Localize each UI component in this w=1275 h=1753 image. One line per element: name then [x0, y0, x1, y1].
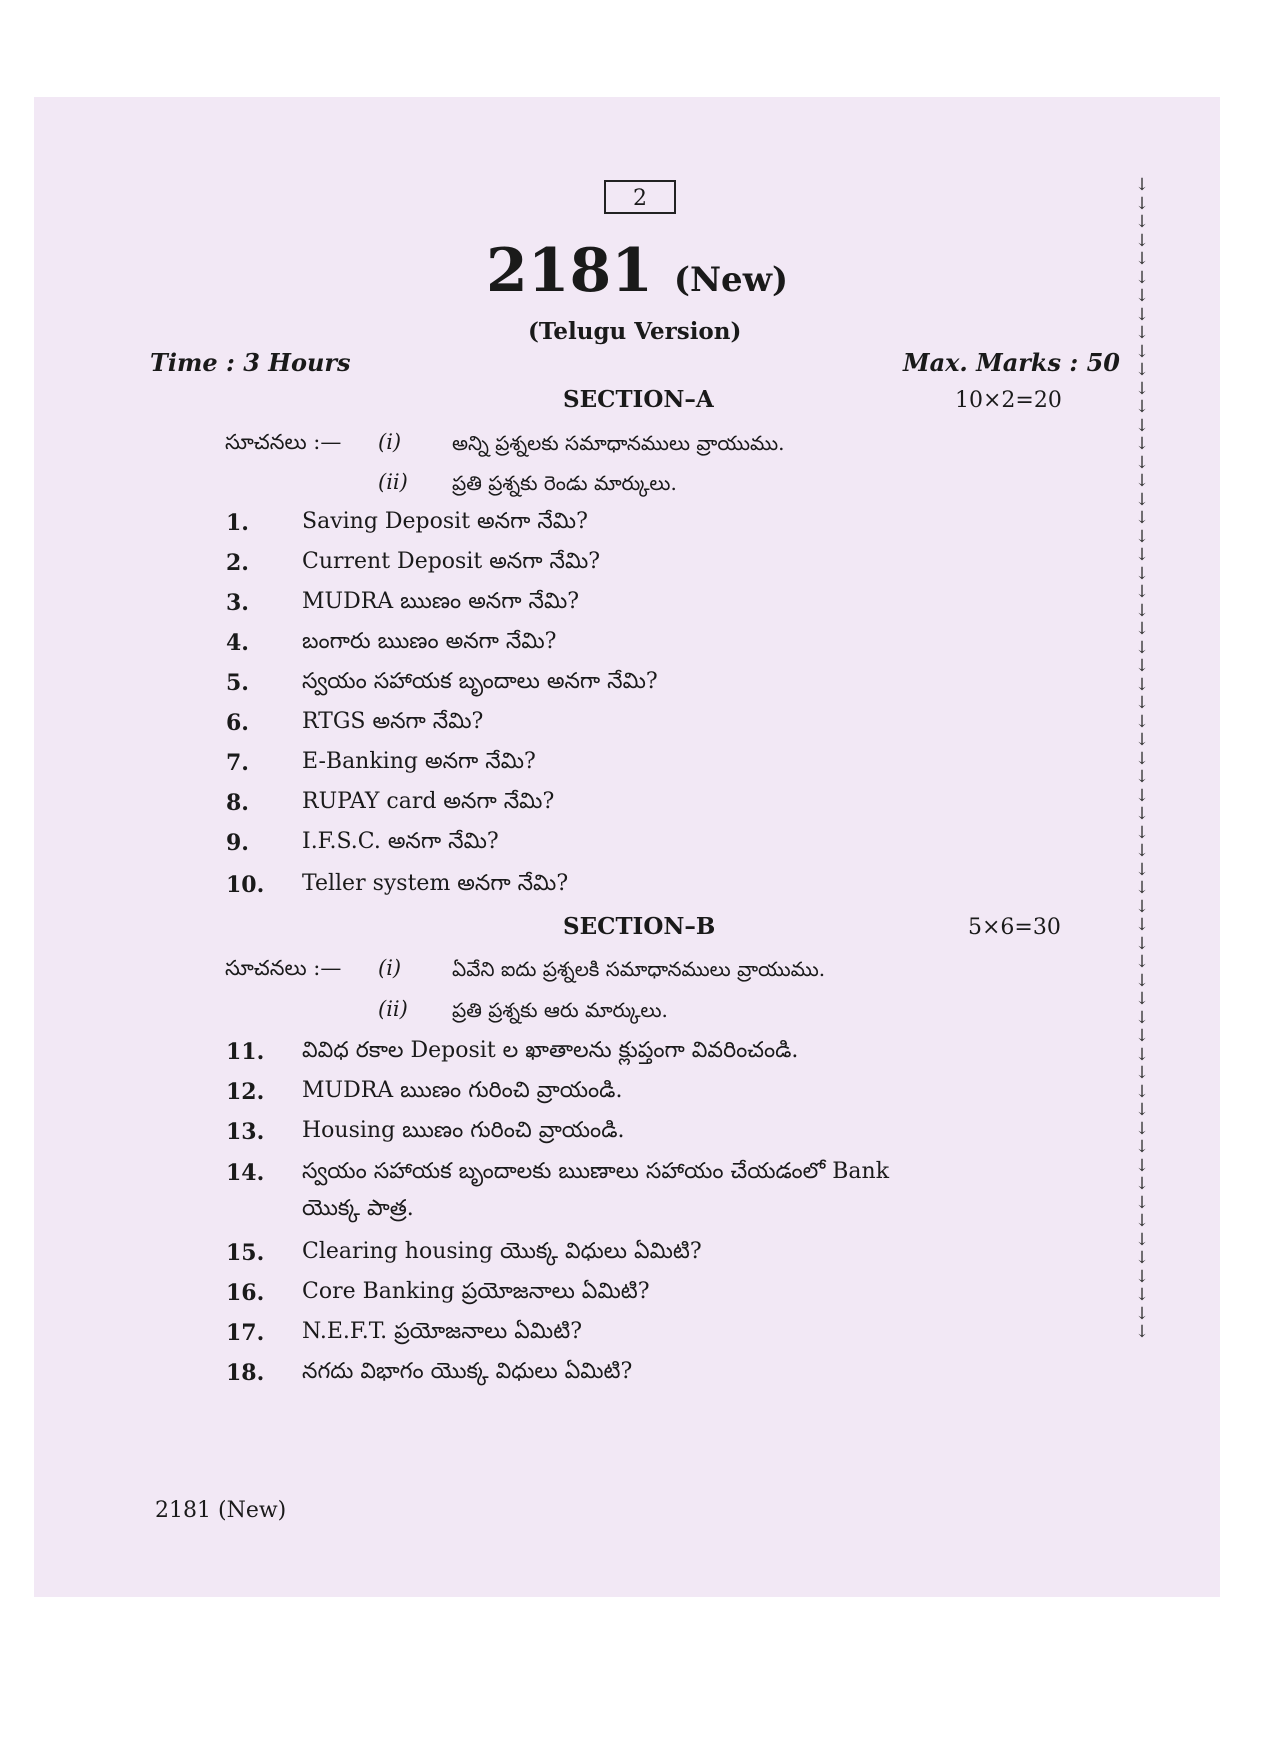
question-number: 9.	[226, 830, 249, 856]
question-text: నగదు విభాగం యొక్క విధులు ఏమిటి?	[302, 1359, 633, 1384]
paper-code	[486, 236, 788, 306]
question-number: 4.	[226, 630, 249, 656]
section-b-note-num: (ii)	[378, 997, 408, 1021]
section-a-note-num: (ii)	[378, 470, 408, 494]
question-number: 11.	[226, 1039, 265, 1065]
max-marks-label: Max. Marks : 50	[903, 348, 1121, 377]
question-text: MUDRA ఋణం గురించి వ్రాయండి.	[302, 1078, 623, 1103]
question-number: 16.	[226, 1280, 265, 1306]
question-number: 17.	[226, 1320, 265, 1346]
question-number: 18.	[226, 1360, 265, 1386]
question-number: 5.	[226, 670, 249, 696]
question-text: Clearing housing యొక్క విధులు ఏమిటి?	[302, 1239, 702, 1264]
time-label: Time : 3 Hours	[150, 348, 351, 377]
question-number: 12.	[226, 1079, 265, 1105]
margin-cut-line: ↓ ↓ ↓ ↓ ↓ ↓ ↓ ↓ ↓ ↓ ↓ ↓ ↓ ↓ ↓ ↓ ↓ ↓ ↓ ↓ ↓ ↓ ↓ ↓ ↓ ↓ ↓ ↓ ↓ ↓ ↓ ↓ ↓ ↓ ↓ ↓ ↓ ↓ ↓ ↓ ↓ ↓ ↓ ↓ ↓ ↓ ↓ ↓ ↓ ↓ ↓ ↓ ↓ ↓ ↓ ↓ ↓ ↓ ↓ ↓ ↓ ↓ ↓	[1134, 175, 1150, 1342]
question-text: Housing ఋణం గురించి వ్రాయండి.	[302, 1118, 625, 1143]
question-text: I.F.S.C. అనగా నేమి?	[302, 829, 499, 854]
question-text: MUDRA ఋణం అనగా నేమి?	[302, 589, 580, 614]
section-a-note-num: (i)	[378, 430, 402, 454]
paper-code-suffix: (New)	[673, 260, 789, 300]
question-text: Teller system అనగా నేమి?	[302, 871, 569, 896]
footer-paper-code: 2181 (New)	[155, 1498, 287, 1523]
question-number: 13.	[226, 1119, 265, 1145]
question-text-continued: యొక్క పాత్ర.	[302, 1196, 414, 1221]
page-number-box: 2	[604, 180, 676, 214]
question-text: స్వయం సహాయక బృందాలు అనగా నేమి?	[302, 669, 658, 694]
section-b-score: 5×6=30	[968, 915, 1061, 940]
section-b-note-num: (i)	[378, 956, 402, 980]
question-text: స్వయం సహాయక బృందాలకు ఋణాలు సహాయం చేయడంలో Bank	[302, 1159, 890, 1184]
question-text: N.E.F.T. ప్రయోజనాలు ఏమిటి?	[302, 1319, 582, 1344]
question-number: 14.	[226, 1160, 265, 1186]
question-text: బంగారు ఋణం అనగా నేమి?	[302, 629, 557, 654]
version-label: (Telugu Version)	[528, 318, 742, 345]
question-number: 10.	[226, 872, 265, 898]
question-text: RUPAY card అనగా నేమి?	[302, 789, 555, 814]
section-a-note-text: అన్ని ప్రశ్నలకు సమాధానములు వ్రాయుము.	[452, 431, 785, 455]
question-number: 3.	[226, 590, 249, 616]
section-b-note-label: సూచనలు :—	[225, 956, 342, 980]
question-text: Core Banking ప్రయోజనాలు ఏమిటి?	[302, 1279, 650, 1304]
question-number: 6.	[226, 710, 249, 736]
question-number: 8.	[226, 790, 249, 816]
question-text: RTGS అనగా నేమి?	[302, 709, 484, 734]
section-a-score: 10×2=20	[955, 388, 1062, 413]
question-text: Saving Deposit అనగా నేమి?	[302, 509, 588, 534]
section-a-note-text: ప్రతి ప్రశ్నకు రెండు మార్కులు.	[452, 471, 677, 495]
question-number: 7.	[226, 750, 249, 776]
section-a-title: SECTION–A	[563, 386, 714, 413]
question-text: వివిధ రకాల Deposit ల ఖాతాలను క్లుప్తంగా వివరించండి.	[302, 1038, 799, 1063]
section-a-note-label: సూచనలు :—	[225, 430, 342, 454]
question-number: 2.	[226, 550, 249, 576]
question-number: 1.	[226, 510, 249, 536]
section-b-note-text: ప్రతి ప్రశ్నకు ఆరు మార్కులు.	[452, 998, 668, 1022]
paper-code-number: 2181	[486, 236, 653, 306]
question-text: Current Deposit అనగా నేమి?	[302, 549, 601, 574]
question-number: 15.	[226, 1240, 265, 1266]
section-b-note-text: ఏవేని ఐదు ప్రశ్నలకి సమాధానములు వ్రాయుము.	[452, 957, 826, 981]
question-text: E-Banking అనగా నేమి?	[302, 749, 536, 774]
section-b-title: SECTION–B	[563, 913, 716, 940]
